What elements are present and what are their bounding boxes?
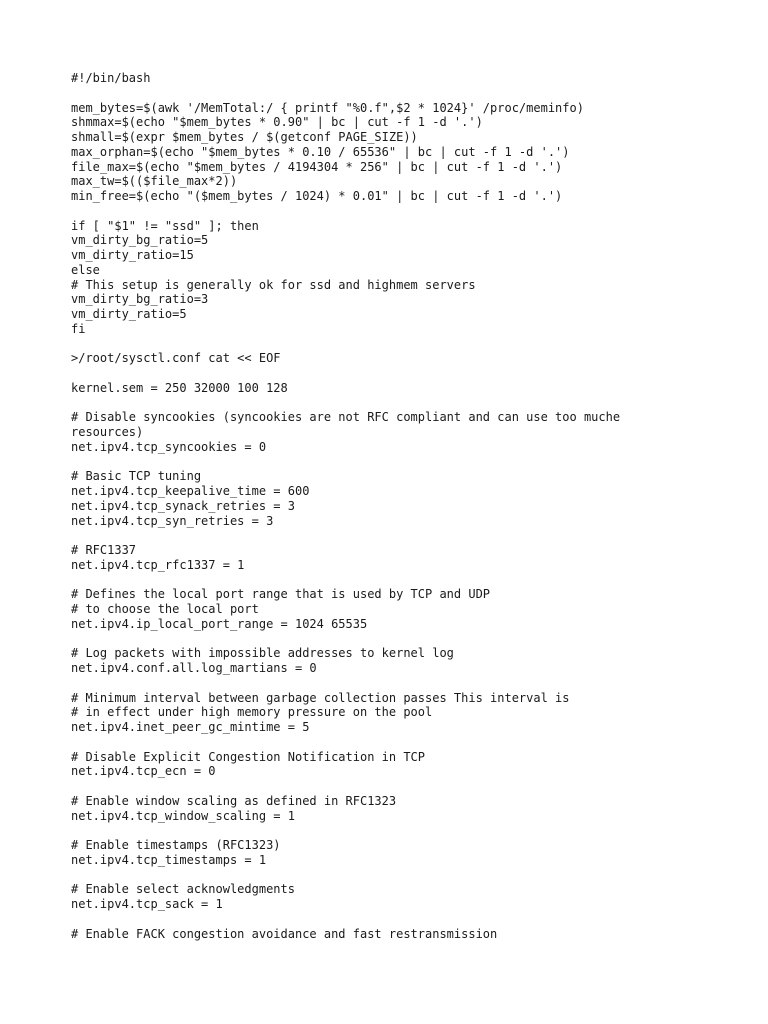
code-line: shmall=$(expr $mem_bytes / $(getconf PAGE_SIZE)): [71, 130, 418, 144]
code-line: net.ipv4.tcp_ecn = 0: [71, 764, 216, 779]
code-line: [71, 455, 708, 470]
code-line: net.ipv4.inet_peer_gc_mintime = 5: [71, 720, 310, 734]
code-line: # Minimum interval between garbage collection passes This interval is: [71, 690, 570, 705]
code-line: net.ipv4.tcp_keepalive_time = 600: [71, 484, 310, 498]
code-line: [71, 779, 708, 794]
code-line: [71, 735, 708, 750]
code-line: net.ipv4.tcp_timestamps = 1: [71, 852, 267, 867]
code-line: # Disable Explicit Congestion Notification in TCP: [71, 749, 426, 764]
code-line: vm_dirty_ratio=5: [71, 307, 187, 321]
code-line: # Basic TCP tuning: [71, 469, 202, 484]
code-line: # in effect under high memory pressure on the pool: [71, 705, 433, 720]
code-line: [71, 204, 708, 219]
code-line: [71, 912, 708, 927]
code-line: net.ipv4.conf.all.log_martians = 0: [71, 661, 317, 675]
code-line: [71, 676, 708, 691]
code-line: max_tw=$(($file_max*2)): [71, 174, 238, 189]
code-line: # RFC1337: [71, 543, 137, 557]
code-line: [71, 366, 708, 381]
code-line: net.ipv4.tcp_synack_retries = 3: [71, 498, 295, 513]
code-line: vm_dirty_bg_ratio=3: [71, 292, 209, 307]
code-line: # Enable timestamps (RFC1323): [71, 838, 281, 852]
code-line: else: [71, 262, 100, 277]
code-line: fi: [71, 321, 86, 336]
code-line: kernel.sem = 250 32000 100 128: [71, 380, 288, 395]
code-line: # Enable select acknowledgments: [71, 882, 295, 897]
code-line: [71, 86, 708, 101]
code-line: net.ipv4.tcp_syncookies = 0: [71, 439, 267, 454]
code-line: [71, 396, 708, 411]
code-line: [71, 573, 708, 588]
code-line: [71, 528, 708, 543]
code-line: [71, 823, 708, 838]
code-line: vm_dirty_ratio=15: [71, 248, 194, 262]
code-line: min_free=$(echo "($mem_bytes / 1024) * 0.01" | bc | cut -f 1 -d '.'): [71, 189, 563, 203]
code-line: # Enable window scaling as defined in RFC1323: [71, 793, 397, 808]
code-line: resources): [71, 425, 144, 439]
code-line: # Log packets with impossible addresses to kernel log: [71, 646, 454, 661]
code-line: mem_bytes=$(awk '/MemTotal:/ { printf "%0.f",$2 * 1024}' /proc/meminfo): [71, 100, 584, 115]
code-line: # Disable syncookies (syncookies are not RFC compliant and can use too muche: [71, 410, 621, 425]
code-line: vm_dirty_bg_ratio=5: [71, 233, 209, 248]
code-line: # to choose the local port: [71, 602, 259, 616]
code-line: >/root/sysctl.conf cat << EOF: [71, 351, 281, 366]
code-line: max_orphan=$(echo "$mem_bytes * 0.10 / 65536" | bc | cut -f 1 -d '.'): [71, 144, 570, 159]
code-line: net.ipv4.tcp_syn_retries = 3: [71, 513, 274, 528]
code-line: # Defines the local port range that is used by TCP and UDP: [71, 587, 491, 602]
code-line: if [ "$1" != "ssd" ]; then: [71, 218, 259, 233]
code-line: # Enable FACK congestion avoidance and fast restransmission: [71, 926, 498, 941]
code-line: net.ipv4.tcp_sack = 1: [71, 897, 223, 911]
code-line: net.ipv4.tcp_rfc1337 = 1: [71, 557, 245, 572]
code-line: shmmax=$(echo "$mem_bytes * 0.90" | bc | cut -f 1 -d '.'): [71, 115, 483, 130]
code-line: # This setup is generally ok for ssd and highmem servers: [71, 277, 476, 292]
code-line: [71, 632, 708, 647]
code-line: [71, 337, 708, 352]
code-line: [71, 868, 708, 883]
code-line: net.ipv4.tcp_window_scaling = 1: [71, 808, 295, 823]
code-line: net.ipv4.ip_local_port_range = 1024 65535: [71, 616, 368, 631]
code-line: file_max=$(echo "$mem_bytes / 4194304 * 256" | bc | cut -f 1 -d '.'): [71, 159, 563, 174]
script-code-block: [71, 71, 708, 941]
code-line: #!/bin/bash: [71, 71, 151, 85]
